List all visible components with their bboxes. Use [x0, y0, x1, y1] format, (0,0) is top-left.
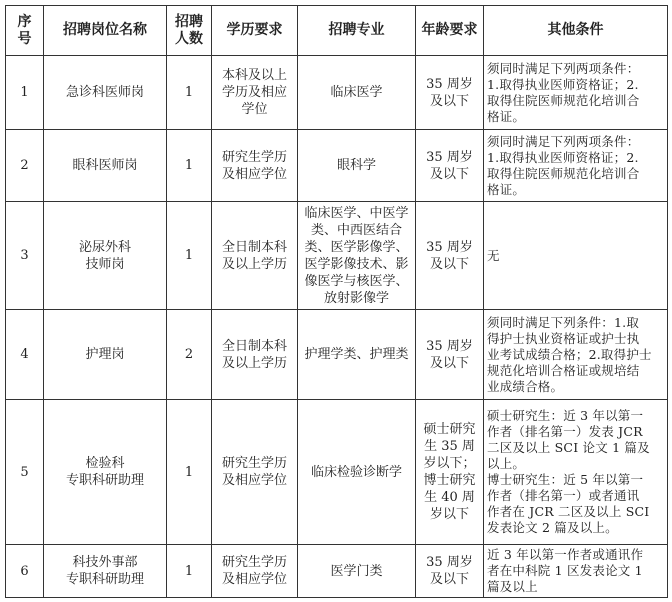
cell-other-line: 发表论文 2 篇及以上。: [487, 520, 618, 535]
table-row: [6, 56, 668, 130]
cell-age-line: 及以下: [429, 355, 469, 371]
cell-other-line: 以上。: [487, 456, 526, 471]
cell-no: 5: [6, 400, 44, 545]
cell-other-line: 近 3 年以第一作者或通讯作: [487, 547, 644, 562]
cell-age-line: 35 周岁: [426, 338, 473, 354]
cell-no: 6: [6, 545, 44, 598]
cell-age-line: 35 周岁: [426, 239, 473, 255]
cell-position-line: 专职科研助理: [65, 473, 144, 488]
cell-other-line: 硕士研究生：近 3 年以第一: [487, 408, 644, 423]
cell-position: [44, 130, 167, 202]
cell-age-line: 35 周岁: [426, 76, 473, 92]
cell-major: [298, 545, 416, 598]
cell-no: 4: [6, 310, 44, 400]
cell-other: [484, 130, 668, 202]
header-row: [6, 6, 668, 56]
cell-major-line: 像医学与核医学、: [304, 273, 409, 289]
cell-position-line: 科技外事部: [72, 555, 138, 570]
cell-count: 1: [167, 130, 212, 202]
cell-other-line: 二区及以上 SCI 论文 1 篇及: [487, 440, 650, 455]
cell-no: 2: [6, 130, 44, 202]
table-row: [6, 310, 668, 400]
cell-count: 1: [167, 202, 212, 310]
table-row: [6, 400, 668, 545]
cell-position-line: 护理岗: [85, 347, 125, 362]
cell-education-line: 研究生学历: [221, 149, 287, 165]
cell-other-line: 业成绩合格。: [487, 378, 564, 394]
cell-major-line: 类、中西医结合: [310, 222, 402, 238]
cell-major: [298, 310, 416, 400]
cell-age: [416, 400, 484, 545]
cell-other: [484, 310, 668, 400]
cell-other-line: 篇及以上: [487, 579, 538, 594]
cell-other: [484, 400, 668, 545]
cell-education-line: 学位: [241, 102, 268, 117]
cell-position-line: 专职科研助理: [65, 572, 144, 587]
cell-position: [44, 56, 167, 130]
cell-other-line: 须同时满足下列两项条件：: [487, 133, 640, 149]
cell-education: [212, 130, 298, 202]
cell-age-line: 及以下: [429, 256, 469, 272]
cell-education-line: 研究生学历: [221, 555, 287, 570]
cell-position: [44, 545, 167, 598]
cell-other-line: 博士研究生：近 5 年以第一: [487, 472, 644, 487]
cell-other: [484, 56, 668, 130]
cell-major: [298, 400, 416, 545]
cell-major: [298, 202, 416, 310]
table-row: [6, 130, 668, 202]
cell-major-line: 放射影像学: [323, 290, 389, 306]
cell-education-line: 全日制本科: [221, 239, 287, 255]
cell-position-line: 泌尿外科: [78, 239, 131, 255]
cell-education-line: 及相应学位: [221, 572, 287, 587]
cell-education-line: 学历及相应: [221, 85, 287, 100]
header-count: 招聘 人数: [167, 6, 212, 56]
cell-age: [416, 202, 484, 310]
cell-education-line: 及以上学历: [221, 256, 287, 272]
cell-education: [212, 545, 298, 598]
cell-age-line: 岁以下；: [423, 456, 476, 471]
cell-other-line: 格证。: [487, 108, 526, 124]
cell-other-line: 规范化培训合格证或规培结: [487, 362, 640, 378]
cell-education: [212, 202, 298, 310]
cell-other-line: 业考试成绩合格；2.取得护士: [487, 346, 652, 362]
cell-age-line: 博士研究: [423, 473, 476, 488]
cell-other-line: 须同时满足下列条件：1.取: [487, 314, 640, 330]
cell-major-line: 类、医学影像学、: [304, 239, 409, 255]
cell-education: [212, 310, 298, 400]
cell-age: [416, 310, 484, 400]
cell-other: [484, 545, 668, 598]
cell-age: [416, 130, 484, 202]
cell-major: [298, 130, 416, 202]
cell-age-line: 岁以下: [429, 507, 469, 522]
cell-education-line: 及相应学位: [221, 473, 287, 488]
cell-education: [212, 56, 298, 130]
cell-other-line: 作者（排名第一）或者通讯: [487, 488, 640, 503]
cell-other-line: 无: [487, 247, 500, 263]
table-row: [6, 202, 668, 310]
cell-other-line: 格证。: [487, 181, 526, 197]
cell-position-line: 技师岗: [85, 256, 125, 272]
cell-major-line: 眼科学: [336, 158, 376, 173]
cell-other-line: 1.取得执业医师资格证；2.: [487, 76, 639, 92]
cell-position: [44, 310, 167, 400]
header-education: 学历要求: [212, 6, 298, 56]
cell-age-line: 及以下: [429, 166, 469, 182]
cell-major-line: 临床医学: [330, 85, 383, 100]
cell-other-line: 得护士执业资格证或护士执: [487, 330, 640, 346]
table-body: [6, 56, 668, 598]
cell-other-line: 取得住院医师规范化培训合: [487, 165, 640, 181]
recruitment-table: [5, 5, 668, 598]
cell-age: [416, 545, 484, 598]
cell-other-line: 作者（排名第一）发表 JCR: [487, 424, 643, 439]
cell-age-line: 及以下: [429, 93, 469, 109]
cell-major-line: 临床检验诊断学: [310, 464, 402, 480]
header-other: 其他条件: [484, 6, 668, 56]
cell-major-line: 医学影像技术、影: [304, 256, 409, 272]
cell-no: 1: [6, 56, 44, 130]
cell-position-line: 检验科: [85, 456, 125, 471]
cell-age-line: 硕士研究: [423, 422, 476, 437]
cell-no: 3: [6, 202, 44, 310]
cell-other-line: 须同时满足下列两项条件：: [487, 60, 640, 76]
cell-age-line: 35 周岁: [426, 555, 473, 570]
cell-age-line: 及以下: [429, 572, 469, 587]
cell-count: 1: [167, 56, 212, 130]
header-age: 年龄要求: [416, 6, 484, 56]
cell-age-line: 生 40 周: [424, 490, 475, 505]
cell-count: 1: [167, 400, 212, 545]
cell-education-line: 全日制本科: [221, 338, 287, 354]
cell-education-line: 及以上学历: [221, 355, 287, 371]
header-no: 序 号: [6, 6, 44, 56]
cell-education-line: 及相应学位: [221, 166, 287, 182]
cell-age-line: 35 周岁: [426, 149, 473, 165]
cell-education-line: 本科及以上: [221, 68, 287, 83]
cell-other-line: 者在中科院 1 区发表论文 1: [487, 563, 643, 578]
cell-major-line: 医学门类: [330, 563, 383, 579]
cell-age-line: 生 35 周: [424, 439, 475, 454]
cell-position: [44, 400, 167, 545]
recruitment-table-container: [5, 5, 667, 597]
cell-other-line: 1.取得执业医师资格证；2.: [487, 149, 639, 165]
cell-major-line: 临床医学、中医学: [304, 205, 409, 221]
cell-education-line: 研究生学历: [221, 456, 287, 471]
header-position: 招聘岗位名称: [44, 6, 167, 56]
cell-position: [44, 202, 167, 310]
cell-count: 2: [167, 310, 212, 400]
cell-major: [298, 56, 416, 130]
cell-age: [416, 56, 484, 130]
header-major: 招聘专业: [298, 6, 416, 56]
cell-count: 1: [167, 545, 212, 598]
cell-other-line: 作者在 JCR 二区及以上 SCI: [487, 504, 650, 519]
cell-other: [484, 202, 668, 310]
cell-education: [212, 400, 298, 545]
cell-other-line: 取得住院医师规范化培训合: [487, 92, 640, 108]
cell-major-line: 护理学类、护理类: [304, 347, 409, 362]
cell-position-line: 急诊科医师岗: [65, 85, 144, 100]
table-row: [6, 545, 668, 598]
cell-position-line: 眼科医师岗: [72, 158, 138, 173]
